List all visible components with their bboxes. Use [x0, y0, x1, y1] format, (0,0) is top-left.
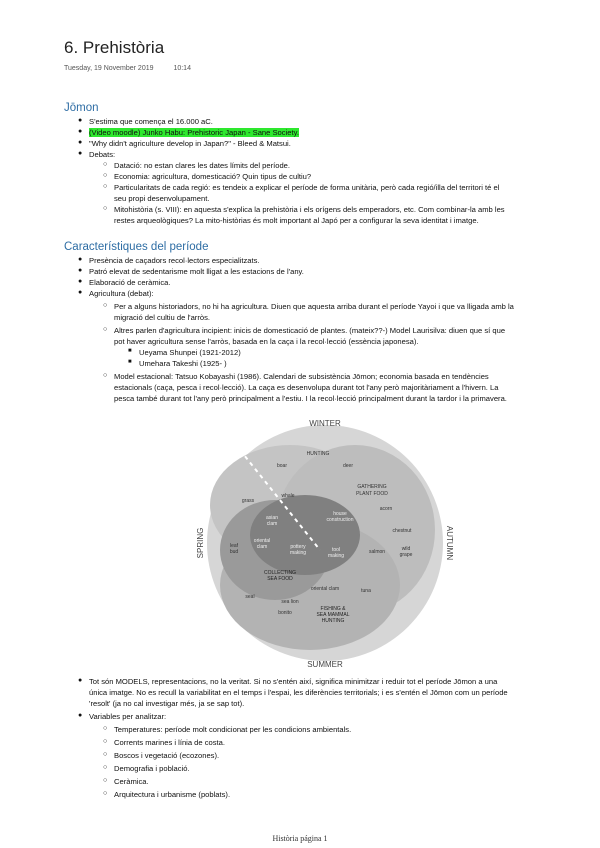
sub-bullet: ○	[103, 161, 108, 168]
label-pottery: pottery	[290, 544, 306, 550]
list-item-video-link[interactable]: (Video moodle) Junko Habu: Prehistoric Japan - Sane Society.	[89, 128, 299, 137]
sub-bullet: ○	[103, 751, 108, 758]
bullet: ●	[78, 128, 83, 135]
bullet: ●	[78, 289, 83, 296]
sub-bullet: ○	[103, 725, 108, 732]
label-deer: deer	[342, 463, 354, 469]
list-item: Boscos i vegetació (ecozones).	[114, 751, 220, 760]
bullet: ●	[78, 267, 83, 274]
list-item-cont: única imatge. No es recull la variabilitat en el temps i l'espai, les diferències territorials; i es s'entén el Jōmon com un període	[89, 688, 508, 697]
label-oriental: oriental	[253, 538, 271, 544]
label-oriental-clam-1: clam	[256, 544, 268, 550]
list-item-cont: pot haver agricultura sense l'arròs, basada en la caça i la recol·lecció (essència japonesa).	[114, 337, 419, 346]
list-item: Datació: no estan clares les dates límits del període.	[114, 161, 291, 170]
list-item: S'estima que comença el 16.000 aC.	[89, 117, 213, 126]
page-date: Tuesday, 19 November 2019	[64, 65, 154, 72]
list-item: Model estacional: Tatsuo Kobayashi (1986). Calendari de subsistència Jōmon; economia basada en tendències	[114, 372, 489, 381]
bullet: ●	[78, 278, 83, 285]
list-item-cont: 'resolt' (ja no cal investigar més, ja se sap tot).	[89, 699, 245, 708]
list-item: Umehara Takeshi (1925- )	[139, 359, 227, 368]
list-item: Debats:	[89, 150, 116, 159]
sub-sub-bullet: ■	[128, 348, 132, 354]
seasonal-subsistence-diagram	[190, 415, 460, 670]
label-wild-grape: grape	[399, 552, 413, 558]
sub-bullet: ○	[103, 172, 108, 179]
label-tool: tool	[331, 547, 341, 553]
section-heading-jomon: Jōmon	[64, 102, 99, 114]
list-item-cont: estacionals (caça, pesca i recol·lecció). La caça es desenvolupa durant tot l'any però majoritàriament a l'hivern. La	[114, 383, 499, 392]
label-sea-food: SEA FOOD	[267, 576, 293, 582]
sub-sub-bullet: ■	[128, 359, 132, 365]
list-item: Per a alguns historiadors, no hi ha agricultura. Diuen que aquesta arriba durant el període Yayoi i que va lligada amb la	[114, 302, 514, 311]
label-sea-mammal: SEA MAMMAL	[316, 612, 350, 618]
section-heading-characteristics: Característiques del període	[64, 241, 209, 253]
label-grass: grass	[241, 498, 255, 504]
list-item-cont: seu propi desenvolupament.	[114, 194, 210, 203]
label-fishing-hunting: HUNTING	[321, 618, 345, 624]
list-item: Mitohistòria (s. VIII): en aquesta s'explica la prehistòria i els orígens dels emperadors, etc. Com combinar-la amb les	[114, 205, 505, 214]
label-collecting: COLLECTING	[264, 570, 296, 576]
label-autumn: AUTUMN	[445, 525, 454, 561]
list-item: Ceràmica.	[114, 777, 149, 786]
list-item: Particularitats de cada regió: es tendeix a explicar el període de forma unitària, però cada regió/illa del territori té el	[114, 183, 500, 192]
label-acorn: acorn	[379, 506, 393, 512]
list-item: Elaboració de ceràmica.	[89, 278, 171, 287]
bullet: ●	[78, 150, 83, 157]
sub-bullet: ○	[103, 372, 108, 379]
label-sea-lion: sea lion	[281, 599, 299, 605]
label-spring: SPRING	[196, 527, 205, 559]
page-footer: Història página 1	[272, 834, 328, 843]
sub-bullet: ○	[103, 326, 108, 333]
label-pottery-making: making	[289, 550, 307, 556]
bullet: ●	[78, 256, 83, 263]
label-salmon: salmon	[368, 549, 386, 555]
list-item-cont: migració del cultiu de l'arròs.	[114, 313, 210, 322]
list-item: Arquitectura i urbanisme (poblats).	[114, 790, 231, 799]
core-zone	[250, 495, 360, 575]
label-house: house	[333, 511, 347, 517]
label-fishing: FISHING &	[320, 606, 346, 612]
label-whale: whale	[281, 493, 295, 499]
sub-bullet: ○	[103, 205, 108, 212]
page-time: 10:14	[173, 65, 191, 72]
label-hunting: HUNTING	[306, 451, 330, 457]
list-item: Variables per analitzar:	[89, 712, 167, 721]
label-summer: SUMMER	[307, 660, 343, 669]
label-seal: seal	[245, 594, 255, 600]
sub-bullet: ○	[103, 302, 108, 309]
label-construction: construction	[326, 517, 354, 523]
list-item: Economia: agricultura, domesticació? Quin tipus de cultiu?	[114, 172, 312, 181]
list-item: Temperatures: període molt condicionat per les condicions ambientals.	[114, 725, 352, 734]
list-item: "Why didn't agriculture develop in Japan?" - Bleed & Matsui.	[89, 139, 291, 148]
label-asian-clam: clam	[266, 521, 278, 527]
label-bonito: bonito	[278, 610, 292, 616]
list-item: Corrents marines i línia de costa.	[114, 738, 225, 747]
list-item: Patró elevat de sedentarisme molt lligat a les estacions de l'any.	[89, 267, 304, 276]
label-winter: WINTER	[309, 419, 341, 428]
label-oriental-clam-2: oriental clam	[310, 586, 340, 592]
bullet: ●	[78, 139, 83, 146]
bullet: ●	[78, 117, 83, 124]
list-item: Altres parlen d'agricultura incipient: inicis de domesticació de plantes. (mateix??-) Model Laurisilva: diuen que sí que	[114, 326, 506, 335]
sub-bullet: ○	[103, 764, 108, 771]
label-asian: asian	[266, 515, 278, 521]
page-title: 6. Prehistòria	[64, 38, 165, 57]
list-item: Agricultura (debat):	[89, 289, 154, 298]
list-item: Ueyama Shunpei (1921-2012)	[139, 348, 241, 357]
sub-bullet: ○	[103, 777, 108, 784]
label-boar: boar	[276, 463, 288, 469]
list-item: Tot són MODELS, representacions, no la veritat. Si no s'entén així, significa minimitzar i reduir tot el període Jōmon a una	[89, 677, 498, 686]
label-plant-food: PLANT FOOD	[356, 491, 388, 497]
label-leaf-bud: bud	[229, 549, 239, 555]
label-chestnut: chestnut	[392, 528, 412, 534]
sub-bullet: ○	[103, 183, 108, 190]
label-gathering: GATHERING	[357, 484, 387, 490]
sub-bullet: ○	[103, 738, 108, 745]
list-item-cont: restes arqueològiques? La mito-històrias és molt important al Japó per a configurar la seva identitat i imatge.	[114, 216, 479, 225]
label-tool-making: making	[327, 553, 345, 559]
page-meta	[64, 65, 209, 72]
label-tuna: tuna	[361, 588, 371, 594]
label-leaf: leaf	[229, 543, 239, 549]
bullet: ●	[78, 712, 83, 719]
list-item: Demografia i població.	[114, 764, 190, 773]
list-item-cont: pesca també durant tot l'any però principalment a l'estiu. I la recol·lecció principalment durant la tardor i la primavera.	[114, 394, 507, 403]
label-wild: wild	[401, 546, 411, 552]
bullet: ●	[78, 677, 83, 684]
list-item: Presència de caçadors recol·lectors especialitzats.	[89, 256, 260, 265]
sub-bullet: ○	[103, 790, 108, 797]
